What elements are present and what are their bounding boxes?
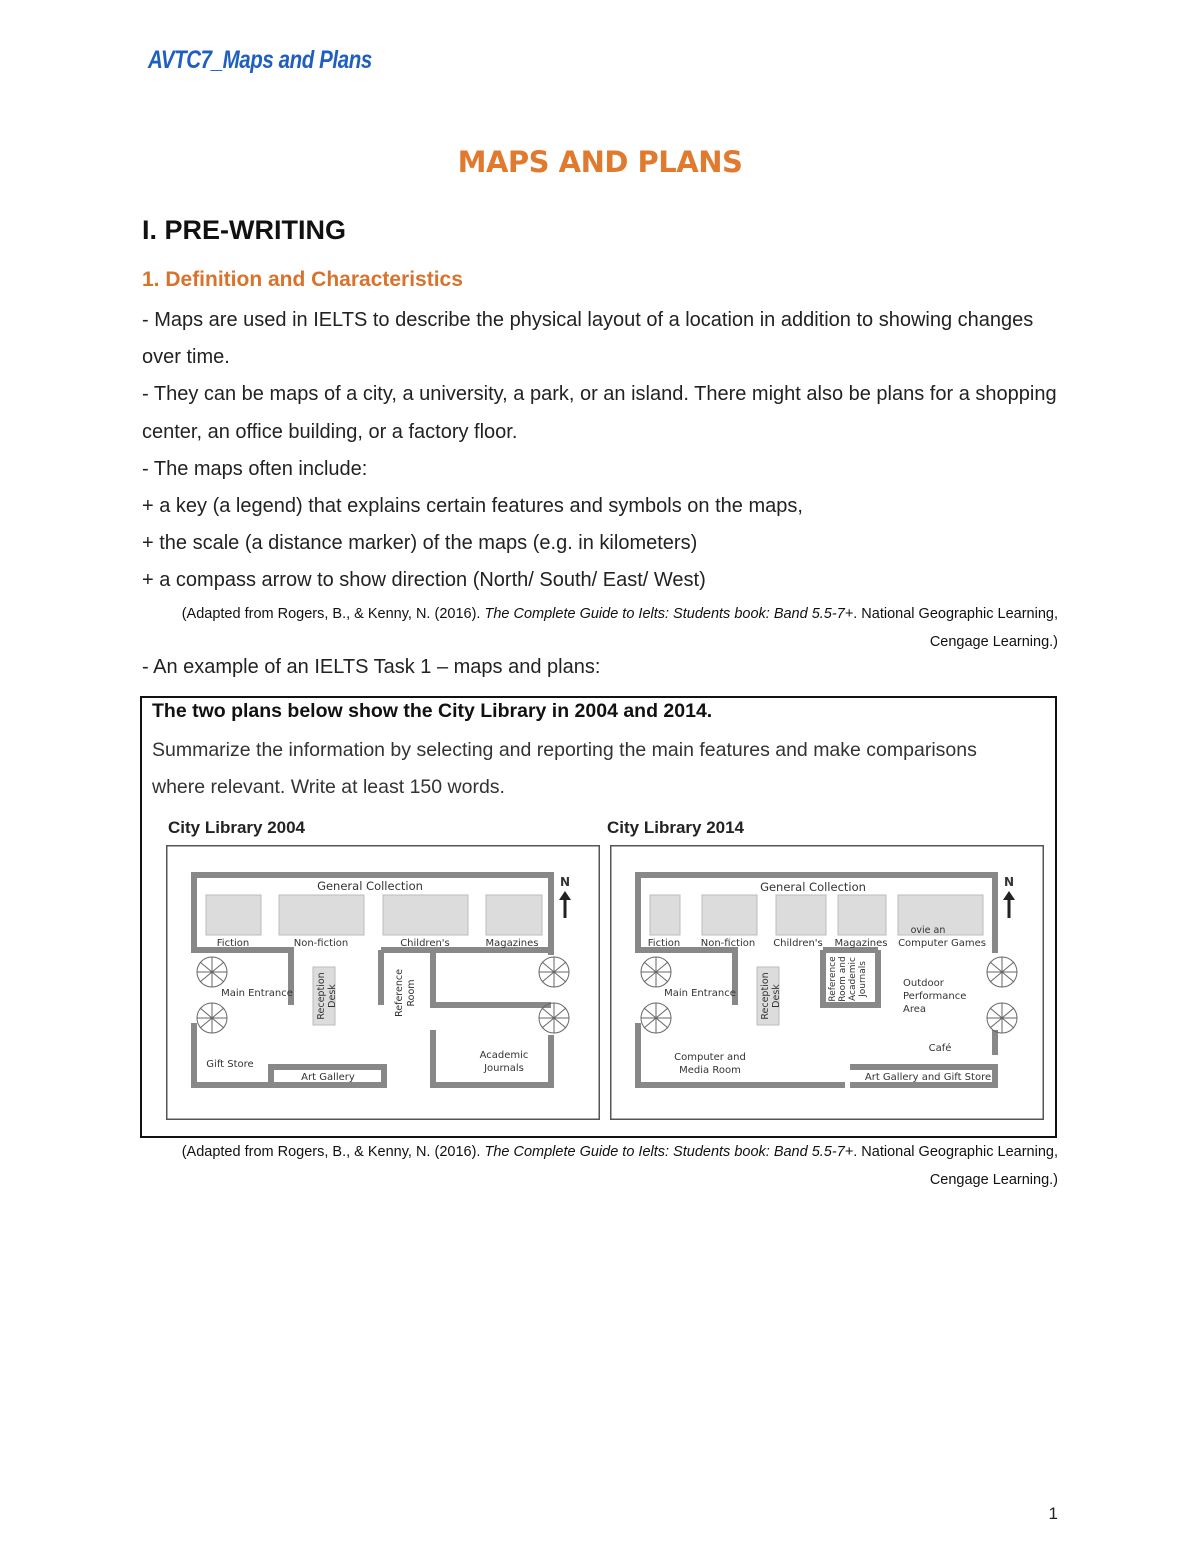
section-heading: I. PRE-WRITING: [142, 215, 346, 245]
plan-2014-title: City Library 2014: [607, 818, 745, 837]
citation-prefix: (Adapted from Rogers, B., & Kenny, N. (2016).: [181, 606, 485, 622]
header-title: AVTC7_Maps and Plans: [148, 46, 372, 74]
shelf-nonfiction: [702, 895, 757, 935]
magazines-label: Magazines: [834, 938, 888, 949]
art-gift-label: Art Gallery and Gift Store: [864, 1072, 992, 1083]
reference-label-1: Reference: [394, 969, 405, 1017]
citation-suffix: . National Geographic Learning, Cengage Learning.): [853, 606, 1058, 650]
academic-label-2: Journals: [484, 1063, 524, 1074]
childrens-label: Children's: [773, 938, 823, 949]
main-entrance-label: Main Entrance: [664, 988, 736, 999]
fiction-label: Fiction: [647, 938, 681, 949]
reference-label-3: Academic: [848, 957, 858, 1001]
general-collection-label: General Collection: [760, 880, 866, 894]
gift-store-label: Gift Store: [206, 1059, 254, 1070]
task-heading: The two plans below show the City Library in 2004 and 2014.: [152, 700, 713, 722]
paragraph-6: + a compass arrow to show direction (North/ South/ East/ West): [142, 569, 706, 592]
outdoor-label-1: Outdoor: [903, 978, 944, 989]
citation-suffix: . National Geographic Learning, Cengage Learning.): [853, 1144, 1058, 1188]
reference-label-2: Room and: [838, 956, 848, 1002]
fiction-label: Fiction: [216, 938, 250, 949]
movies-label: ovie an: [910, 925, 946, 936]
academic-label-1: Academic: [479, 1050, 529, 1061]
compass-label: N: [1003, 875, 1015, 889]
subsection-heading: 1. Definition and Characteristics: [142, 268, 463, 291]
cafe-label: Café: [928, 1043, 952, 1054]
shelf-fiction: [650, 895, 680, 935]
nonfiction-label: Non-fiction: [293, 938, 349, 949]
paragraph-3: - The maps often include:: [142, 457, 368, 480]
reference-label-2: Room: [406, 979, 417, 1007]
general-collection-label: General Collection: [317, 879, 423, 893]
document-title: MAPS AND PLANS: [457, 145, 743, 179]
reception-label-1: Reception: [760, 972, 771, 1020]
shelf-magazines: [486, 895, 542, 935]
shelf-childrens: [776, 895, 826, 935]
paragraph-5: + the scale (a distance marker) of the maps (e.g. in kilometers): [142, 532, 698, 555]
plan-2004-diagram: [166, 845, 600, 1120]
magazines-label: Magazines: [485, 938, 539, 949]
computer-media-label-2: Media Room: [679, 1065, 741, 1076]
reception-label-2: Desk: [771, 984, 782, 1008]
computer-games-label: Computer Games: [898, 938, 986, 949]
plan-2004-title: City Library 2004: [168, 818, 306, 837]
plan-2014-diagram: [610, 845, 1044, 1120]
shelf-fiction: [206, 895, 261, 935]
paragraph-4: + a key (a legend) that explains certain features and symbols on the maps,: [142, 495, 803, 518]
reference-label-4: Journals: [858, 961, 868, 997]
reception-label-1: Reception: [316, 972, 327, 1020]
citation-prefix: (Adapted from Rogers, B., & Kenny, N. (2016).: [181, 1144, 485, 1160]
outdoor-label-3: Area: [903, 1004, 927, 1015]
page-number: 1: [1048, 1504, 1058, 1523]
outdoor-label-2: Performance: [903, 991, 967, 1002]
main-entrance-label: Main Entrance: [221, 988, 293, 999]
citation-book-title: The Complete Guide to Ielts: Students book: Band 5.5-7+: [484, 1144, 854, 1160]
compass-label: N: [559, 875, 571, 889]
citation-2: [158, 1138, 1058, 1194]
shelf-childrens: [383, 895, 468, 935]
paragraph-1: - Maps are used in IELTS to describe the physical layout of a location in addition to showing changes over time.: [142, 309, 1034, 369]
nonfiction-label: Non-fiction: [700, 938, 756, 949]
example-intro: - An example of an IELTS Task 1 – maps and plans:: [142, 656, 601, 678]
definition-paragraphs: [142, 302, 1062, 600]
citation-1: [158, 600, 1058, 656]
reference-label-1: Reference: [828, 956, 838, 1002]
shelf-magazines: [838, 895, 886, 935]
art-gallery-label: Art Gallery: [301, 1072, 355, 1083]
childrens-label: Children's: [400, 938, 450, 949]
paragraph-2: - They can be maps of a city, a university, a park, or an island. There might also be plans for a shopping center, an office building, or a factory floor.: [142, 383, 1057, 443]
shelf-nonfiction: [279, 895, 364, 935]
computer-media-label-1: Computer and: [674, 1052, 746, 1063]
citation-book-title: The Complete Guide to Ielts: Students book: Band 5.5-7+: [484, 606, 854, 622]
task-instructions: Summarize the information by selecting and reporting the main features and make comparisons where relevant. Write at least 150 words.: [152, 739, 977, 798]
reception-label-2: Desk: [327, 984, 338, 1008]
